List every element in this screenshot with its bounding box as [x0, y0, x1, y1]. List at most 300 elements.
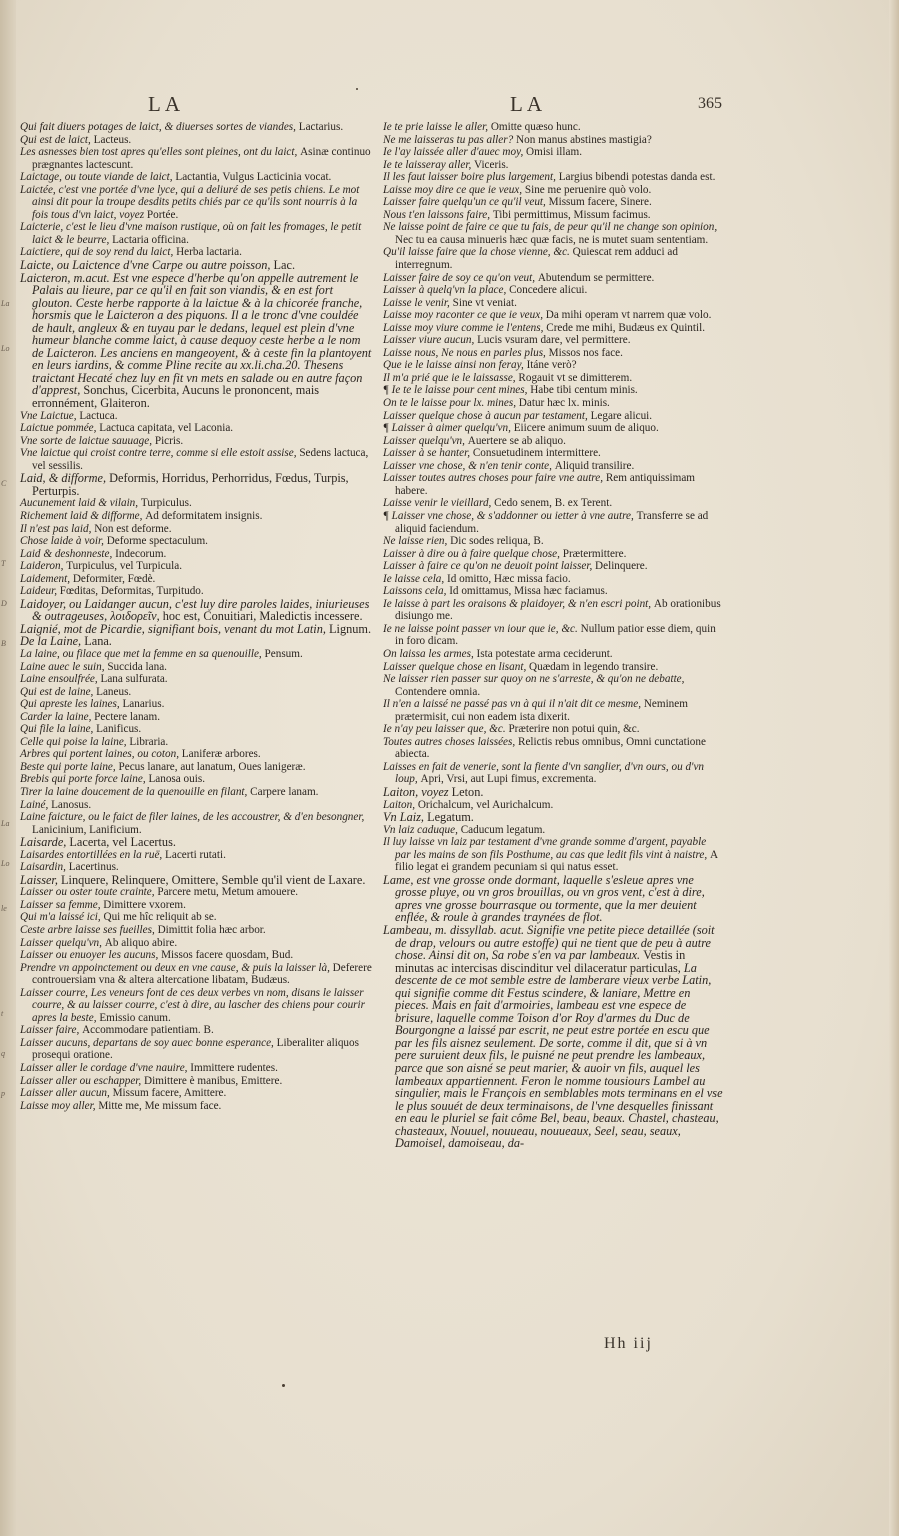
- entry-french-text: Ceste arbre laisse ses fueilles,: [20, 924, 158, 936]
- entry-latin-text: Deforme spectaculum.: [106, 535, 208, 548]
- dictionary-entry: [383, 661, 723, 674]
- dictionary-entry: [20, 560, 372, 573]
- entry-french-text: Ie te laisseray aller,: [383, 158, 475, 171]
- entry-french-text: Ie ne laisse point passer vn iour que ie, &c.: [383, 622, 581, 635]
- entry-latin-text: Portée.: [146, 208, 179, 221]
- entry-latin-text: Ab aliquo abire.: [104, 936, 178, 949]
- running-head-left: LA: [148, 92, 184, 116]
- entry-french-text: Laissons cela,: [383, 585, 450, 598]
- dictionary-entry: [383, 723, 723, 736]
- entry-latin-text: Largius bibendi potestas danda est.: [558, 171, 716, 184]
- margin-fragment: le: [1, 904, 7, 913]
- entry-french-text: Laisser quelque chose à aucun par testament,: [383, 409, 591, 422]
- entry-latin-text: Laniferæ arbores.: [181, 748, 261, 761]
- entry-latin-text: Id omittamus, Missa hæc faciamus.: [449, 585, 608, 598]
- entry-french-text: Laisse le venir,: [383, 296, 453, 309]
- dictionary-entry: [383, 836, 723, 874]
- dictionary-entry: [20, 698, 372, 711]
- dictionary-entry: [20, 1075, 372, 1088]
- entry-latin-text: Delinquere.: [595, 560, 648, 573]
- entry-latin-text: Legare alicui.: [590, 409, 653, 422]
- entry-french-text: Laisardin,: [20, 861, 69, 874]
- entry-latin-text: Dimittere vxorem.: [103, 898, 186, 911]
- entry-french-text: Laisse moy aller,: [20, 1099, 99, 1112]
- entry-french-text: Lainé,: [20, 798, 52, 811]
- entry-french-text: Laisse nous, Ne nous en parles plus,: [383, 346, 549, 359]
- dictionary-entry: [20, 447, 372, 472]
- entry-french-text: Arbres qui portent laines, ou coton,: [20, 748, 182, 761]
- entry-french-text: Laine ensoulfrée,: [20, 673, 101, 686]
- entry-french-text: Laisser à dire ou à faire quelque chose,: [383, 547, 563, 560]
- entry-french-text: Laisse moy viure comme ie l'entens,: [383, 321, 547, 334]
- entry-french-text: Qui file la laine,: [20, 723, 97, 736]
- entry-french-text: Les asnesses bien tost apres qu'elles sont pleines, ont du laict,: [20, 146, 301, 159]
- dictionary-entry: [383, 334, 723, 347]
- entry-latin-text: Ad deformitatem insignis.: [145, 509, 263, 522]
- entry-latin-text: Lucis vsuram dare, vel permittere.: [477, 334, 631, 347]
- dictionary-entry: [383, 309, 723, 322]
- entry-latin-text: Non est deforme.: [94, 522, 172, 535]
- entry-latin-text: Consuetudinem intermittere.: [472, 447, 601, 460]
- margin-fragment: p: [1, 1089, 5, 1098]
- dictionary-entry: [383, 811, 723, 824]
- dictionary-entry: [383, 397, 723, 410]
- entry-latin-text: Lanicinium, Lanificium.: [32, 823, 142, 836]
- entry-french-text: Laisser quelqu'vn,: [383, 434, 468, 447]
- entry-latin-text: Qui me hîc reliquit ab se.: [103, 911, 217, 924]
- entry-french-text: Vne laictue qui croist contre terre, comme si elle estoit assise,: [20, 447, 300, 460]
- dictionary-entry: [20, 899, 372, 912]
- dictionary-entry: [383, 272, 723, 285]
- entry-latin-text: Lanificus.: [96, 723, 142, 736]
- entry-french-text: Que ie le laisse ainsi non feray,: [383, 359, 527, 372]
- margin-fragment: La: [1, 819, 10, 828]
- entry-latin-text: Pectere lanam.: [94, 710, 161, 723]
- dictionary-entry: [20, 648, 372, 661]
- entry-french-text: Nous t'en laissons faire,: [383, 208, 493, 221]
- entry-latin-text: Turpiculus.: [140, 497, 192, 510]
- entry-latin-text: Succida lana.: [107, 660, 167, 673]
- entry-latin-text: Missos nos face.: [548, 346, 623, 359]
- dictionary-entry: [20, 272, 372, 410]
- dictionary-entry: [20, 736, 372, 749]
- entry-french-text: Qui apreste les laines,: [20, 698, 123, 711]
- entry-french-text: Il les faut laisser boire plus largement,: [383, 171, 559, 184]
- dictionary-entry: [383, 121, 723, 134]
- entry-latin-text: Fœditas, Deformitas, Turpitudo.: [59, 585, 204, 598]
- entry-latin-text: Lac.: [273, 258, 296, 273]
- entry-french-text: Laidoyer, ou Laidanger aucun, c'est luy dire paroles laides, iniurieuses & outrageuses, λοιδορεῖν,: [20, 596, 370, 624]
- entry-latin-text: Da mihi operam vt narrem quæ volo.: [545, 309, 712, 322]
- entry-latin-text: Mitte me, Me missum face.: [98, 1099, 222, 1112]
- dictionary-entry: [20, 911, 372, 924]
- entry-latin-text: Nec tu ea causa minueris hæc quæ facis, ne is mutet suam sententiam.: [395, 233, 709, 246]
- entry-french-text: Laisser viure aucun,: [383, 334, 478, 347]
- dictionary-entry: [383, 134, 723, 147]
- dictionary-entry: [20, 886, 372, 899]
- dictionary-entry: [383, 171, 723, 184]
- dictionary-entry: [20, 661, 372, 674]
- entry-latin-text: Ista potestate arma ceciderunt.: [476, 647, 613, 660]
- entry-french-text: Laisser à se hanter,: [383, 447, 473, 460]
- entry-french-text: Ie laisse à part les oraisons & plaidoyer, & n'en escri point,: [383, 597, 654, 610]
- entry-french-text: Vn laiz caduque,: [383, 823, 461, 836]
- dictionary-entry: [20, 799, 372, 812]
- dictionary-entry: [20, 773, 372, 786]
- dictionary-entry: [20, 937, 372, 950]
- entry-latin-text: Sine vt veniat.: [452, 296, 517, 309]
- dictionary-entry: [383, 184, 723, 197]
- dictionary-entry: [383, 460, 723, 473]
- entry-latin-text: Lacerti rutati.: [165, 848, 226, 861]
- dictionary-entry: [20, 786, 372, 799]
- entry-french-text: Laisser vne chose, & n'en tenir conte,: [383, 459, 555, 472]
- entry-french-text: Laisser ou oster toute crainte,: [20, 886, 158, 899]
- dictionary-entry: [20, 1062, 372, 1075]
- dictionary-entry: [383, 510, 723, 535]
- dictionary-entry: [20, 1087, 372, 1100]
- entry-french-text: Toutes autres choses laissées,: [383, 735, 518, 748]
- margin-fragment: B: [1, 639, 6, 648]
- dictionary-entry: [20, 497, 372, 510]
- entry-latin-text: Viceris.: [474, 158, 509, 171]
- entry-french-text: Laisser aller le cordage d'vne nauire,: [20, 1062, 191, 1075]
- dictionary-entry: [20, 422, 372, 435]
- entry-latin-text: Sonchus, Cicerbita, Aucuns le prononcent, mais erronnément, Glaiteron.: [32, 383, 320, 411]
- entry-latin-text: Concedere alicui.: [509, 284, 588, 297]
- dictionary-entry: [20, 535, 372, 548]
- entry-french-text: Vn Laiz,: [383, 810, 428, 825]
- entry-french-text: Laine auec le suin,: [20, 660, 108, 673]
- entry-french-text: Brebis qui porte force laine,: [20, 773, 149, 786]
- entry-latin-text: Lanarius.: [122, 698, 165, 711]
- dictionary-entry: [20, 849, 372, 862]
- entry-latin-text: Dic sodes reliqua, B.: [450, 535, 544, 548]
- entry-french-text: Laisser aller ou eschapper,: [20, 1074, 144, 1087]
- entry-latin-text: Lanosus.: [51, 798, 92, 811]
- dictionary-entry: [20, 949, 372, 962]
- entry-latin-text: Deformiter, Fœdè.: [72, 572, 156, 585]
- entry-latin-text: Cedo senem, B. ex Terent.: [494, 497, 613, 510]
- entry-french-text: Laignié, mot de Picardie, signifiant bois, venant du mot Latin,: [20, 621, 330, 636]
- ink-speck: [282, 1384, 285, 1387]
- dictionary-entry: [20, 673, 372, 686]
- entry-french-text: ¶ Ie te le laisse pour cent mines,: [383, 384, 531, 397]
- entry-french-text: Laisser faire,: [20, 1024, 83, 1037]
- entry-french-text: Qui est de laict,: [20, 133, 94, 146]
- dictionary-entry: [20, 523, 372, 536]
- dictionary-entry: [383, 535, 723, 548]
- entry-french-text: Chose laide à voir,: [20, 535, 107, 548]
- margin-fragment: La: [1, 299, 10, 308]
- entry-french-text: Laictue pommée,: [20, 422, 100, 435]
- entry-french-text: Ne laisse point de faire ce que tu fais, de peur qu'il ne change son opinion,: [383, 221, 718, 234]
- entry-latin-text: Emissio canum.: [99, 1011, 171, 1024]
- entry-latin-text: Turpiculus, vel Turpicula.: [66, 560, 183, 573]
- entry-french-text: Il luy laisse vn laiz par testament d'vne grande somme d'argent, payable par les mains de son fils Posthume, au cas que ledit fils vint à naistre,: [383, 836, 710, 861]
- dictionary-entry: [20, 184, 372, 222]
- dictionary-entry: [383, 146, 723, 159]
- dictionary-entry: [383, 673, 723, 698]
- margin-fragment: T: [1, 559, 6, 568]
- dictionary-entry: [20, 874, 372, 887]
- margin-fragment: Lo: [1, 859, 10, 868]
- entry-latin-text: Missum facere, Sinere.: [548, 196, 652, 209]
- entry-french-text: Laisardes entortillées en la ruë,: [20, 848, 166, 861]
- entry-latin-text: Omitte quæso hunc.: [490, 121, 581, 133]
- entry-latin-text: Non manus abstines mastigia?: [516, 133, 652, 146]
- entry-latin-text: Caducum legatum.: [460, 823, 546, 836]
- dictionary-entry: [383, 698, 723, 723]
- entry-latin-text: Habe tibi centum minis.: [530, 384, 638, 397]
- entry-latin-text: Immittere rudentes.: [190, 1062, 278, 1075]
- entry-latin-text: Laneus.: [96, 685, 132, 698]
- entry-latin-text: Omisi illam.: [526, 146, 582, 159]
- entry-french-text: Laisser à faire ce qu'on ne deuoit point laisser,: [383, 560, 596, 573]
- entry-french-text: Prendre vn appoinctement ou deux en vne cause, & puis la laisser là,: [20, 961, 333, 974]
- entry-french-text: Ie l'ay laissée aller d'auec moy,: [383, 146, 527, 159]
- entry-latin-text: hoc est, Conuitiari, Maledictis incessere.: [162, 609, 363, 624]
- entry-french-text: Laideron,: [20, 560, 67, 573]
- entry-latin-text: Lactarius.: [298, 121, 344, 133]
- dictionary-entry: [383, 209, 723, 222]
- entry-french-text: Ne laisse rien,: [383, 535, 451, 548]
- dictionary-entry: [20, 761, 372, 774]
- entry-latin-text: Eiicere animum suum de aliquo.: [513, 422, 659, 435]
- entry-french-text: La descente de ce mot semble estre de lamberare vieux verbe Latin, qui signifie comme dit Festus scindere, & laniare, Mettre en pieces. Mais en fait d'armoiries, lambeau est vne espece de brisure, laquelle comme Toison d'or Roy d'armes du Duc de Bourgongne a laissé par escrit, ne peut estre portée en escu que par les fils aisnez seulement. De sorte, comme il dit, que si à vn pere suruient deux fils, le puisné ne peut prendre les lambeaux, parce que son aisné se peut marier, & auoir vn fils, auquel les lambeaux appartiennent. Feron le nomme tousiours Lambel au singulier, mais le François en semblables mots terminans en el vse le plus souuét de deux terminaisons, de l'vne desquelles finissant en eau le pluriel se fait côme Bel, beau, beaux. Chastel, chasteau, chasteaux, Nouuel, nouueau, nouueaux, Seel, seau, seaux, Damoisel, damoiseau, da-: [395, 960, 723, 1151]
- entry-french-text: Laisse moy dire ce que ie veux,: [383, 183, 525, 196]
- entry-latin-text: Lacerta, vel Lacertus.: [69, 835, 176, 850]
- entry-french-text: Laiton,: [383, 798, 418, 811]
- dictionary-entry: [20, 748, 372, 761]
- dictionary-entry: [20, 1100, 372, 1113]
- dictionary-entry: [383, 824, 723, 837]
- ink-speck: [356, 88, 358, 90]
- entry-latin-text: Lana sulfurata.: [100, 673, 168, 686]
- left-column: [20, 121, 372, 1112]
- entry-latin-text: Auertere se ab aliquo.: [467, 434, 566, 447]
- entry-french-text: De la Laine,: [20, 634, 85, 649]
- entry-latin-text: Accommodare patientiam. B.: [82, 1024, 214, 1037]
- dictionary-entry: [20, 221, 372, 246]
- entry-french-text: Laisser toutes autres choses pour faire vne autre,: [383, 472, 606, 485]
- entry-french-text: Laisser aller aucun,: [20, 1087, 113, 1100]
- dictionary-entry: [20, 723, 372, 736]
- entry-french-text: Laiton, voyez: [383, 784, 452, 799]
- entry-latin-text: Deferere controuersiam vna & altera altercatione libatam, Budæus.: [32, 961, 372, 987]
- dictionary-entry: [383, 221, 723, 246]
- entry-french-text: Qui m'a laissé ici,: [20, 911, 104, 924]
- entry-latin-text: Pecus lanare, aut lanatum, Oues lanigeræ.: [118, 760, 306, 773]
- entry-latin-text: Datur hæc lx. minis.: [518, 397, 610, 410]
- entry-latin-text: Id omitto, Hæc missa facio.: [447, 572, 571, 585]
- entry-latin-text: Rem antiquissimam habere.: [395, 472, 695, 497]
- margin-fragment: C: [1, 479, 7, 488]
- entry-french-text: Qui fait diuers potages de laict, & diuerses sortes de viandes,: [20, 121, 299, 133]
- dictionary-entry: [383, 159, 723, 172]
- dictionary-entry: [383, 736, 723, 761]
- entry-french-text: Laid, & difforme,: [20, 471, 110, 486]
- entry-french-text: Laictée, c'est vne portée d'vne lyce, qui a deliuré de ses petis chiens. Le mot ainsi dit pour la troupe desdits petits chiés par ce qu'ils sont nourris à la fois tous d'vn laict, voyez: [20, 183, 360, 221]
- entry-latin-text: A filio legat ei grandem pecuniam si qui natus esset.: [395, 848, 718, 874]
- entry-latin-text: Rogauit vt se dimitterem.: [518, 371, 633, 384]
- dictionary-entry: [383, 435, 723, 448]
- entry-french-text: Laisser à quelq'vn la place,: [383, 284, 510, 297]
- entry-french-text: Ie n'ay peu laisser que, &c.: [383, 723, 509, 736]
- dictionary-entry: [383, 410, 723, 423]
- entry-french-text: Laisser,: [20, 872, 62, 887]
- entry-french-text: On laissa les armes,: [383, 647, 477, 660]
- entry-french-text: Lame, est vne grosse onde dormant, laquelle s'esleue apres vne grosse pluye, ou vn gros brouillas, ou vn gros vent, c'est à dire, apres vne grosse bourrasque ou tormente, que la mer deuient enflée, & roule à grandes traynées de flot.: [383, 872, 705, 925]
- entry-french-text: Laideur,: [20, 585, 60, 598]
- entry-french-text: Il n'est pas laid,: [20, 522, 95, 535]
- entry-french-text: Laisse venir le vieillard,: [383, 497, 495, 510]
- dictionary-entry: [20, 836, 372, 849]
- entry-french-text: Vne Laictue,: [20, 409, 80, 422]
- dictionary-entry: [383, 585, 723, 598]
- entry-french-text: Laicterie, c'est le lieu d'vne maison rustique, où on fait les fromages, le petit laict & le beurre,: [20, 221, 362, 246]
- entry-latin-text: Ab orationibus disiungo me.: [395, 597, 721, 623]
- entry-latin-text: Lactantia, Vulgus Lacticinia vocat.: [175, 171, 332, 184]
- dictionary-entry: [20, 548, 372, 561]
- entry-french-text: La laine, ou filace que met la femme en sa quenouille,: [20, 647, 265, 660]
- entry-french-text: Laictage, ou toute viande de laict,: [20, 171, 176, 184]
- entry-latin-text: Linquere, Relinquere, Omittere, Semble qu'il vient de Laxare.: [61, 872, 366, 887]
- dictionary-entry: [383, 384, 723, 397]
- dictionary-entry: [20, 134, 372, 147]
- entry-latin-text: Quiescat rem adduci ad interregnum.: [395, 246, 678, 272]
- dictionary-entry: [20, 171, 372, 184]
- entry-french-text: Aucunement laid & vilain,: [20, 497, 141, 510]
- dictionary-entry: [20, 635, 372, 648]
- entry-french-text: Laid & deshonneste,: [20, 547, 116, 560]
- entry-french-text: ¶ Laisser à aimer quelqu'vn,: [383, 422, 514, 435]
- entry-latin-text: Asinæ continuo prægnantes lactescunt.: [32, 146, 371, 171]
- entry-french-text: Lambeau, m. dissyllab. acut. Signifie vne petite piece detaillée (soit de drap, velours ou autre estoffe) qui ne tient que de peu à autre chose. Ainsi dit on, Sa robe s'en va par lambeaux.: [383, 923, 715, 963]
- entry-latin-text: Relictis rebus omnibus, Omni cunctatione abiecta.: [395, 735, 706, 761]
- dictionary-entry: [383, 359, 723, 372]
- dictionary-entry: [20, 121, 372, 134]
- entry-latin-text: Dimittere è manibus, Emittere.: [144, 1074, 283, 1087]
- entry-french-text: Celle qui poise la laine,: [20, 735, 130, 748]
- entry-latin-text: Herba lactaria.: [176, 246, 242, 259]
- entry-latin-text: Lactuca capitata, vel Laconia.: [99, 422, 234, 435]
- entry-latin-text: Lacteus.: [93, 133, 132, 146]
- entry-latin-text: Deformis, Horridus, Perhorridus, Fœdus, Turpis, Perturpis.: [32, 471, 349, 498]
- dictionary-entry: [20, 573, 372, 586]
- dictionary-entry: [20, 811, 372, 836]
- dictionary-entry: [20, 962, 372, 987]
- dictionary-entry: [383, 924, 723, 1150]
- dictionary-entry: [383, 786, 723, 799]
- entry-latin-text: Crede me mihi, Budæus ex Quintil.: [546, 321, 706, 334]
- entry-french-text: Il n'en a laissé ne passé pas vn à qui il n'ait dit ce mesme,: [383, 698, 644, 711]
- entry-latin-text: Parcere metu, Metum amouere.: [157, 886, 299, 899]
- entry-latin-text: Dimittit folia hæc arbor.: [157, 924, 266, 936]
- entry-latin-text: Itáne verò?: [526, 359, 577, 372]
- dictionary-entry: [20, 435, 372, 448]
- entry-french-text: Carder la laine,: [20, 710, 95, 723]
- entry-french-text: Laicte, ou Laictence d'vne Carpe ou autre poisson,: [20, 258, 274, 273]
- entry-latin-text: Legatum.: [427, 810, 474, 825]
- dictionary-entry: [383, 347, 723, 360]
- dictionary-entry: [383, 598, 723, 623]
- entry-latin-text: Lanosa ouis.: [148, 773, 205, 786]
- entry-french-text: Laictiere, qui de soy rend du laict,: [20, 246, 177, 259]
- entry-french-text: Laisser quelqu'vn,: [20, 936, 105, 949]
- dictionary-entry: [20, 598, 372, 623]
- dictionary-entry: [20, 1024, 372, 1037]
- dictionary-entry: [383, 648, 723, 661]
- dictionary-entry: [383, 761, 723, 786]
- entry-latin-text: Carpere lanam.: [250, 785, 319, 798]
- entry-french-text: Laine faicture, ou le faict de filer laines, de les accoustrer, & d'en besongner,: [20, 811, 365, 824]
- entry-french-text: Laisser sa femme,: [20, 898, 104, 911]
- entry-french-text: Laisser faire de soy ce qu'on veut,: [383, 271, 538, 284]
- dictionary-entry: [383, 548, 723, 561]
- entry-french-text: Qui est de laine,: [20, 685, 97, 698]
- entry-latin-text: Libraria.: [129, 735, 169, 748]
- entry-latin-text: Prætermittere.: [562, 547, 627, 560]
- margin-fragment: q: [1, 1049, 5, 1058]
- dictionary-entry: [20, 510, 372, 523]
- dictionary-entry: [383, 497, 723, 510]
- entry-french-text: Ie laisse cela,: [383, 572, 447, 585]
- dictionary-entry: [383, 297, 723, 310]
- entry-french-text: Ne laisser rien passer sur quoy on ne s'arreste, & qu'on ne debatte,: [383, 673, 685, 686]
- signature-mark: Hh iij: [604, 1335, 653, 1352]
- entry-french-text: Richement laid & difforme,: [20, 509, 146, 522]
- entry-latin-text: Indecorum.: [115, 547, 167, 560]
- entry-french-text: Laisser faire quelqu'un ce qu'il veut,: [383, 196, 549, 209]
- entry-latin-text: Neminem prætermisit, cui non eadem ista dixerit.: [395, 698, 688, 723]
- entry-latin-text: Lactaria officina.: [112, 233, 189, 246]
- dictionary-entry: [20, 924, 372, 937]
- entry-french-text: Beste qui porte laine,: [20, 760, 119, 773]
- margin-fragment: Lo: [1, 344, 10, 353]
- entry-latin-text: Nullum patior esse diem, quin in foro dicam.: [395, 622, 716, 648]
- entry-latin-text: Lacertinus.: [68, 861, 119, 874]
- dictionary-entry: [20, 686, 372, 699]
- entry-french-text: Laisarde,: [20, 835, 70, 850]
- entry-latin-text: Lignum.: [329, 621, 372, 636]
- dictionary-entry: [383, 623, 723, 648]
- entry-french-text: Laisser aucuns, departans de soy auec bonne esperance,: [20, 1036, 277, 1049]
- entry-french-text: Ie te prie laisse le aller,: [383, 121, 491, 133]
- entry-latin-text: Aliquid transilire.: [554, 459, 635, 472]
- entry-french-text: Il m'a prié que ie le laissasse,: [383, 371, 519, 384]
- entry-latin-text: Quædam in legendo transire.: [529, 660, 659, 673]
- adjacent-page-edge: [0, 0, 16, 1536]
- dictionary-entry: [383, 284, 723, 297]
- right-column: [383, 121, 723, 1150]
- margin-fragment: D: [1, 599, 7, 608]
- entry-latin-text: Sedens lactuca, vel sessilis.: [32, 447, 369, 472]
- entry-french-text: Vne sorte de laictue sauuage,: [20, 434, 155, 447]
- entry-french-text: Tirer la laine doucement de la quenouille en filant,: [20, 785, 251, 798]
- page-edge-shadow: [889, 0, 899, 1536]
- entry-french-text: Laisses en fait de venerie, sont la fiente d'vn sanglier, d'vn ours, ou d'vn loup,: [383, 760, 705, 786]
- entry-latin-text: Lactuca.: [79, 409, 118, 422]
- dictionary-entry: [383, 196, 723, 209]
- entry-latin-text: Transferre se ad aliquid faciendum.: [395, 509, 709, 535]
- dictionary-entry: [383, 422, 723, 435]
- dictionary-entry: [20, 410, 372, 423]
- entry-latin-text: Præterire non potui quin, &c.: [508, 723, 640, 736]
- entry-french-text: Laisser quelque chose en lisant,: [383, 660, 530, 673]
- entry-french-text: Laisse moy raconter ce que ie veux,: [383, 309, 546, 322]
- entry-french-text: ¶ Laisser vne chose, & s'addonner ou ietter à vne autre,: [383, 509, 637, 522]
